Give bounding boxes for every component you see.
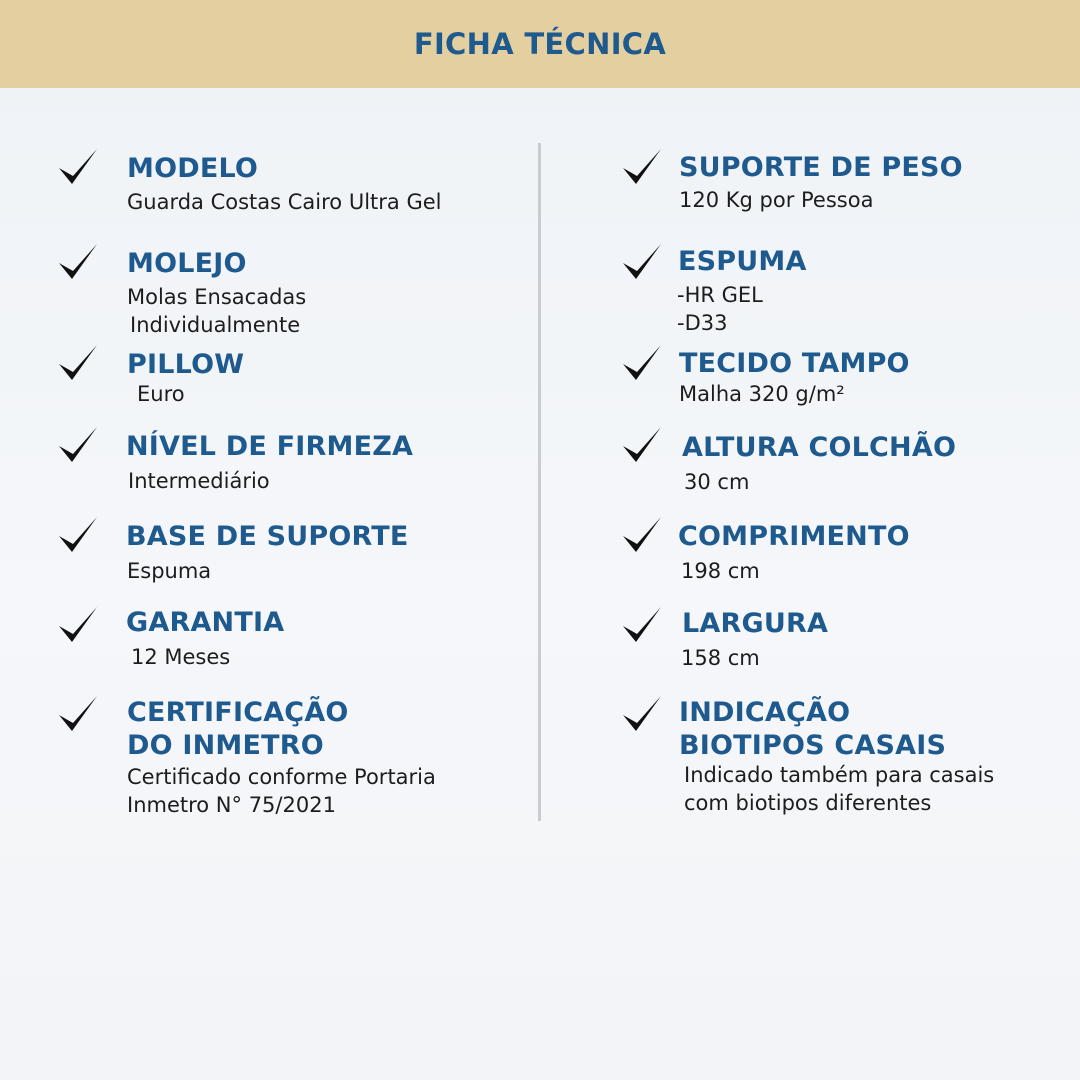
check-icon — [620, 424, 664, 468]
spec-value-firmeza: Intermediário — [128, 469, 270, 493]
spec-label-indicacao-line2: BIOTIPOS CASAIS — [679, 730, 947, 761]
spec-value-altura: 30 cm — [684, 470, 750, 494]
check-icon — [56, 604, 100, 648]
spec-value-comprimento: 198 cm — [681, 559, 760, 583]
check-icon — [620, 693, 664, 737]
spec-value-tecido: Malha 320 g/m² — [679, 382, 845, 406]
spec-label-pillow: PILLOW — [127, 349, 245, 380]
spec-value-indicacao-line1: Indicado também para casais — [684, 763, 995, 787]
spec-label-largura: LARGURA — [682, 608, 829, 639]
spec-label-certificacao-line2: DO INMETRO — [127, 730, 324, 761]
spec-value-indicacao-line2: com biotipos diferentes — [684, 791, 932, 815]
page-title: FICHA TÉCNICA — [413, 27, 667, 61]
check-icon — [620, 146, 664, 190]
spec-value-certificacao-line2: Inmetro N° 75/2021 — [127, 793, 336, 817]
check-icon — [56, 241, 100, 285]
spec-label-certificacao-line1: CERTIFICAÇÃO — [127, 697, 349, 728]
spec-label-molejo: MOLEJO — [127, 248, 247, 279]
spec-label-base: BASE DE SUPORTE — [126, 521, 409, 552]
spec-value-modelo: Guarda Costas Cairo Ultra Gel — [127, 190, 442, 214]
spec-label-indicacao-line1: INDICAÇÃO — [679, 697, 851, 728]
spec-label-altura: ALTURA COLCHÃO — [682, 432, 957, 463]
check-icon — [620, 342, 664, 386]
spec-value-largura: 158 cm — [681, 646, 760, 670]
check-icon — [56, 424, 100, 468]
spec-label-garantia: GARANTIA — [126, 607, 285, 638]
check-icon — [56, 146, 100, 190]
check-icon — [620, 241, 664, 285]
check-icon — [620, 514, 664, 558]
spec-value-garantia: 12 Meses — [131, 645, 231, 669]
header-bar — [0, 0, 1080, 88]
check-icon — [620, 604, 664, 648]
spec-label-comprimento: COMPRIMENTO — [678, 521, 910, 552]
spec-value-molejo-line1: Molas Ensacadas — [127, 285, 307, 309]
spec-value-pillow: Euro — [137, 382, 185, 406]
spec-label-tecido: TECIDO TAMPO — [679, 348, 910, 379]
check-icon — [56, 514, 100, 558]
spec-value-espuma-line1: -HR GEL — [677, 283, 763, 307]
spec-value-espuma-line2: -D33 — [677, 311, 728, 335]
spec-label-espuma: ESPUMA — [678, 246, 807, 277]
spec-value-certificacao-line1: Certificado conforme Portaria — [127, 765, 436, 789]
spec-label-modelo: MODELO — [127, 153, 259, 184]
spec-label-firmeza: NÍVEL DE FIRMEZA — [126, 431, 414, 462]
spec-value-suporte-peso: 120 Kg por Pessoa — [679, 188, 874, 212]
column-divider — [538, 143, 541, 821]
check-icon — [56, 342, 100, 386]
spec-value-base: Espuma — [127, 559, 212, 583]
spec-value-molejo-line2: Individualmente — [130, 313, 301, 337]
spec-label-suporte-peso: SUPORTE DE PESO — [679, 152, 963, 183]
check-icon — [56, 693, 100, 737]
